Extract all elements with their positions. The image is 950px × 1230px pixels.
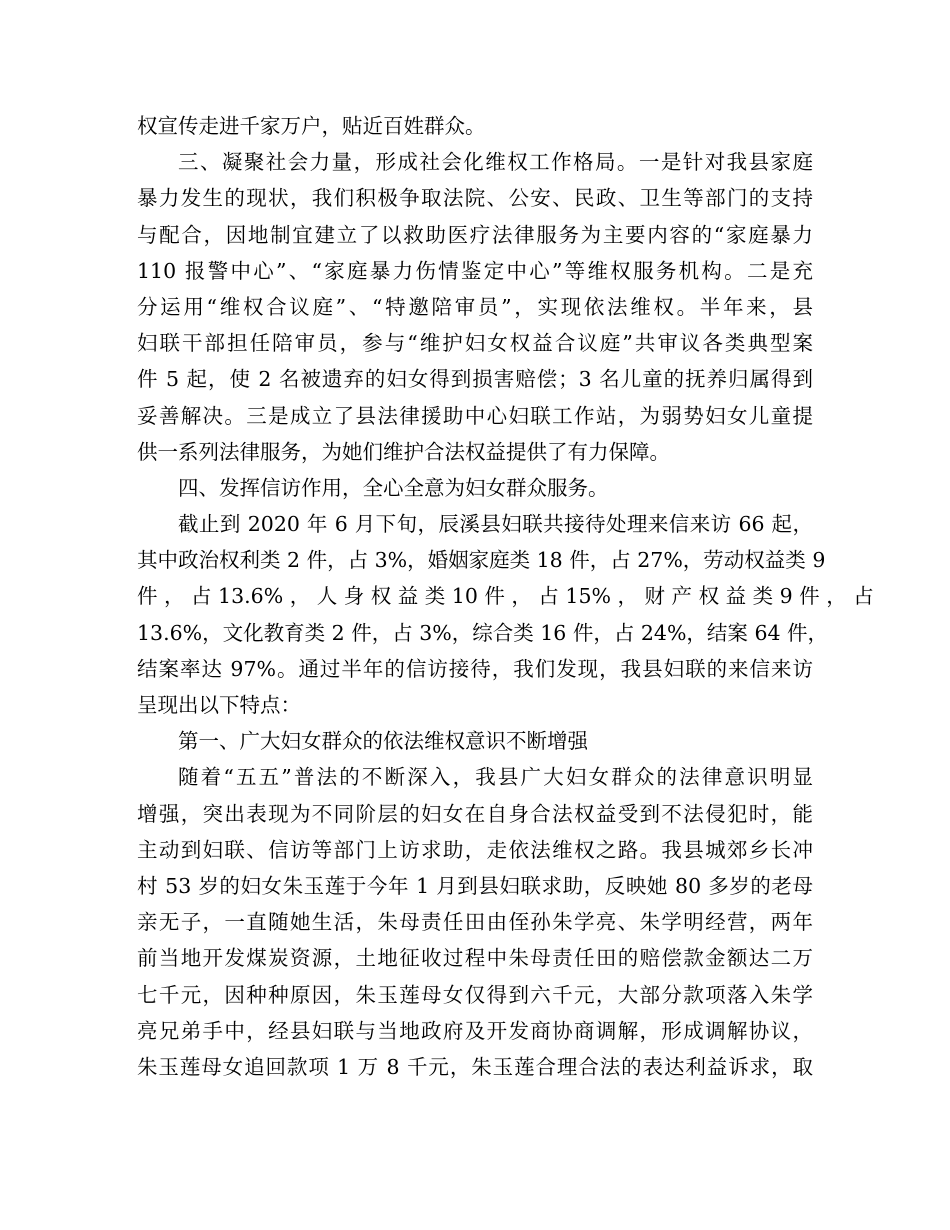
text-line: 亲无子，一直随她生活，朱母责任田由侄孙朱学亮、朱学明经营，两年 (137, 910, 813, 935)
text-line: 件 ， 占 13.6% ， 人 身 权 益 类 10 件 ， 占 15% ， 财 产 权 益 类 9 件 ， 占 (137, 584, 874, 609)
text-line: 村 53 岁的妇女朱玉莲于今年 1 月到县妇联求助，反映她 80 多岁的老母 (137, 873, 813, 898)
text-line: 其中政治权利类 2 件，占 3%，婚姻家庭类 18 件，占 27%，劳动权益类 9 (137, 548, 826, 573)
text-line: 前当地开发煤炭资源，土地征收过程中朱母责任田的赔偿款金额达二万 (137, 946, 813, 971)
text-line: 截止到 2020 年 6 月下旬，辰溪县妇联共接待处理来信来访 66 起， (178, 512, 813, 537)
text-line: 与配合，因地制宜建立了以救助医疗法律服务为主要内容的“家庭暴力 (137, 222, 813, 247)
text-line: 供一系列法律服务，为她们维护合法权益提供了有力保障。 (137, 439, 670, 464)
text-line: 呈现出以下特点： (137, 693, 301, 717)
text-line: 朱玉莲母女追回款项 1 万 8 千元，朱玉莲合理合法的表达利益诉求，取 (137, 1054, 813, 1079)
text-line: 四、发挥信访作用，全心全意为妇女群众服务。 (178, 475, 609, 500)
text-line: 主动到妇联、信访等部门上访求助，走依法维权之路。我县城郊乡长冲 (137, 837, 813, 862)
text-line: 13.6%，文化教育类 2 件，占 3%，综合类 16 件，占 24%，结案 64 件， (137, 620, 829, 645)
text-line: 增强，突出表现为不同阶层的妇女在自身合法权益受到不法侵犯时，能 (137, 801, 813, 826)
body-text (137, 108, 874, 1085)
text-line: 妇联干部担任陪审员，参与“维护妇女权益合议庭”共审议各类典型案 (137, 331, 813, 356)
text-line: 七千元，因种种原因，朱玉莲母女仅得到六千元，大部分款项落入朱学 (137, 982, 813, 1007)
text-line: 三、凝聚社会力量，形成社会化维权工作格局。一是针对我县家庭 (178, 150, 813, 175)
text-line: 分运用“维权合议庭”、“特邀陪审员”，实现依法维权。半年来，县 (137, 294, 813, 319)
text-line: 第一、广大妇女群众的依法维权意识不断增强 (178, 729, 588, 754)
text-line: 件 5 起，使 2 名被遗弃的妇女得到损害赔偿；3 名儿童的抚养归属得到 (137, 367, 813, 392)
text-line: 权宣传走进千家万户，贴近百姓群众。 (137, 114, 486, 138)
text-line: 亮兄弟手中，经县妇联与当地政府及开发商协商调解，形成调解协议， (137, 1018, 813, 1043)
text-line: 结案率达 97%。通过半年的信访接待，我们发现，我县妇联的来信来访 (137, 656, 813, 681)
text-line: 110 报警中心”、“家庭暴力伤情鉴定中心”等维权服务机构。二是充 (137, 258, 813, 283)
text-line: 妥善解决。三是成立了县法律援助中心妇联工作站，为弱势妇女儿童提 (137, 403, 813, 428)
text-line: 暴力发生的现状，我们积极争取法院、公安、民政、卫生等部门的支持 (137, 186, 813, 211)
text-line: 随着“五五”普法的不断深入，我县广大妇女群众的法律意识明显 (178, 765, 813, 790)
